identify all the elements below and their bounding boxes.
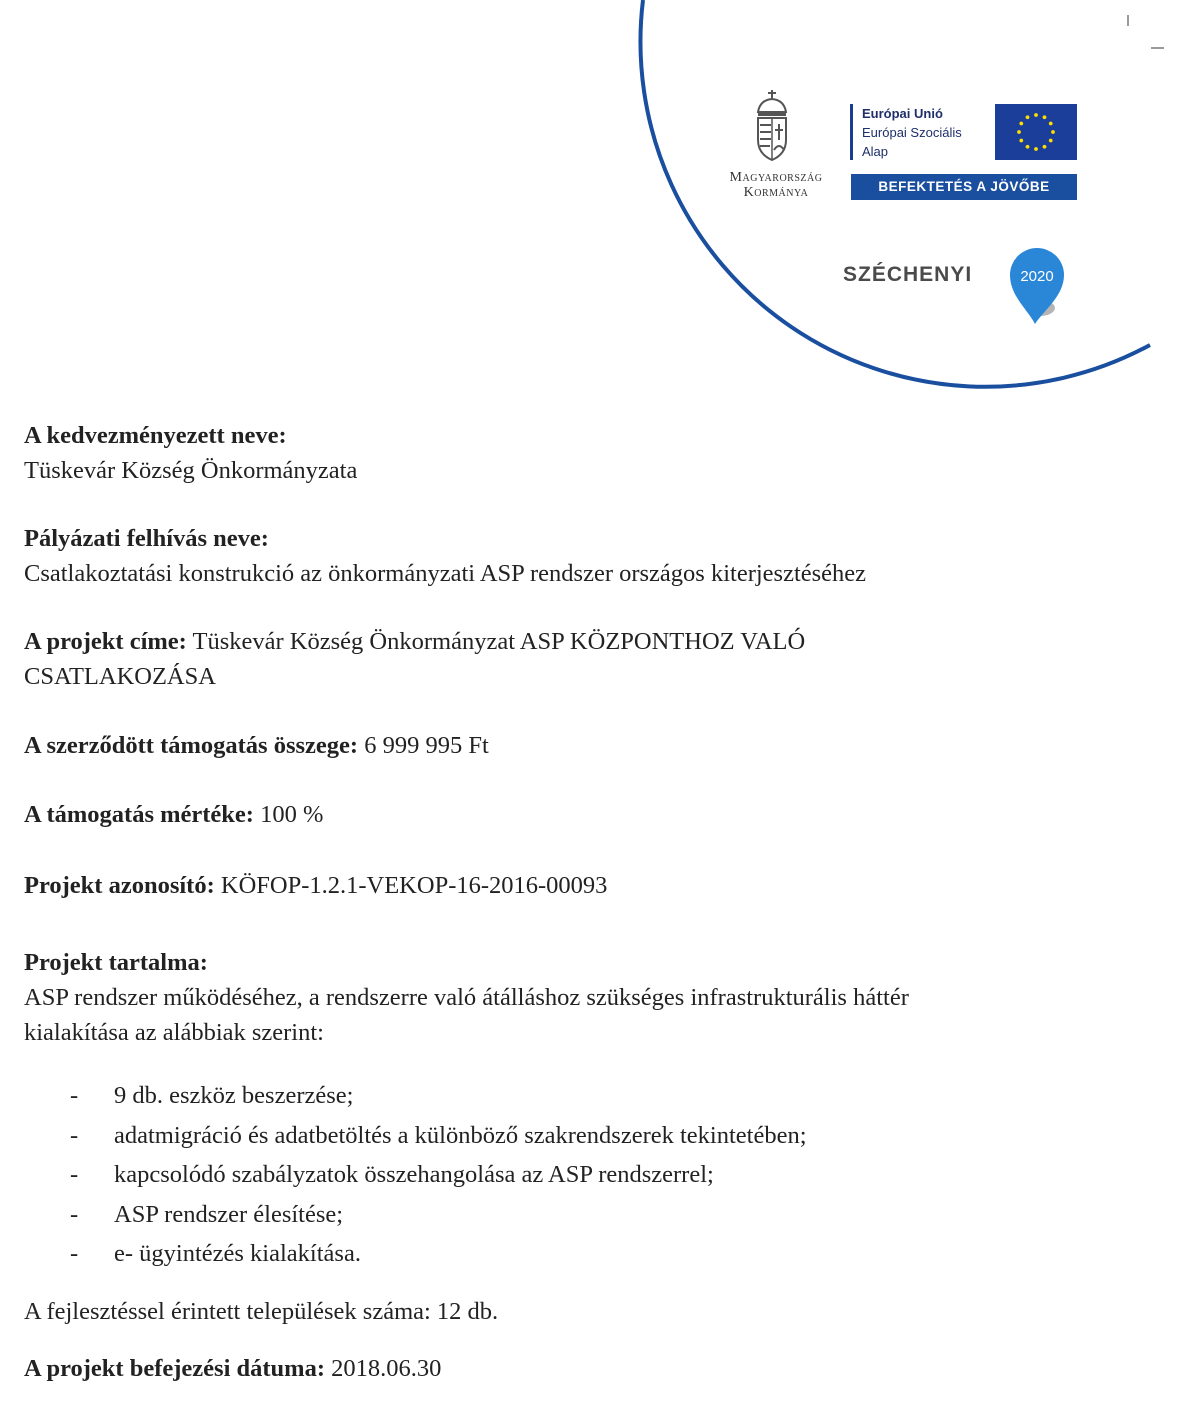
list-item-text: 9 db. eszköz beszerzése; (114, 1082, 354, 1109)
eu-star-icon (1049, 122, 1053, 126)
eu-star-icon (1043, 145, 1047, 149)
szechenyi-logo-text: SZÉCHENYI (843, 263, 973, 286)
list-bullet: - (70, 1240, 79, 1267)
government-name-line2: Kormánya (743, 185, 809, 200)
eu-star-icon (1019, 122, 1023, 126)
corner-mark (1151, 47, 1164, 49)
rate-section (24, 797, 1164, 832)
eu-label-line1: Európai Unió (862, 106, 943, 121)
eu-star-icon (1017, 130, 1021, 134)
list-bullet: - (70, 1161, 79, 1188)
rate-value: 100 % (253, 801, 324, 828)
end-date-value: 2018.06.30 (324, 1355, 442, 1382)
rate-label: A támogatás mértéke: (24, 801, 254, 828)
settlements-text: A fejlesztéssel érintett települések száma: 12 db. (24, 1298, 499, 1325)
eu-star-icon (1051, 130, 1055, 134)
list-item-text: adatmigráció és adatbetöltés a különböző szakrendszerek tekintetében; (114, 1122, 807, 1149)
government-name-line1: Magyarország (729, 170, 823, 185)
project-id-label: Projekt azonosító: (24, 872, 215, 899)
project-content-line1: ASP rendszer működéséhez, a rendszerre való átálláshoz szükséges infrastrukturális háttér (24, 984, 909, 1011)
eu-flag-icon (995, 104, 1077, 160)
eu-fund-label (850, 104, 990, 160)
eu-star-icon (1034, 113, 1038, 117)
project-title-section (24, 624, 1164, 694)
list-item-text: e- ügyintézés kialakítása. (114, 1240, 361, 1267)
amount-section (24, 728, 1164, 763)
corner-mark (1127, 15, 1129, 26)
project-id-section (24, 868, 1164, 903)
amount-label: A szerződött támogatás összege: (24, 732, 359, 759)
eu-star-icon (1026, 115, 1030, 119)
project-title-value-line2: CSATLAKOZÁSA (24, 663, 216, 690)
project-id-value: KÖFOP-1.2.1-VEKOP-16-2016-00093 (214, 872, 608, 899)
beneficiary-label: A kedvezményezett neve: (24, 422, 287, 449)
eu-label-line3: Alap (862, 144, 889, 159)
szechenyi-year: 2020 (1020, 268, 1054, 285)
eu-star-icon (1043, 115, 1047, 119)
amount-value: 6 999 995 Ft (358, 732, 489, 759)
list-bullet: - (70, 1201, 79, 1228)
settlements-section (24, 1294, 1164, 1329)
call-section (24, 521, 1164, 591)
eu-star-icon (1026, 145, 1030, 149)
szechenyi-2020-pin-icon (1006, 244, 1068, 326)
project-title-value: Tüskevár Község Önkormányzat ASP KÖZPONTHOZ VALÓ (186, 628, 806, 655)
end-date-label: A projekt befejezési dátuma: (24, 1355, 325, 1382)
eu-star-icon (1049, 139, 1053, 143)
list-bullet: - (70, 1122, 79, 1149)
end-date-section (24, 1351, 1164, 1386)
hungarian-coat-of-arms-icon (752, 88, 792, 166)
project-content-section (24, 945, 1164, 1050)
list-bullet: - (70, 1082, 79, 1109)
call-value: Csatlakoztatási konstrukció az önkormányzati ASP rendszer országos kiterjesztéséhez (24, 560, 867, 587)
project-content-line2: kialakítása az alábbiak szerint: (24, 1019, 324, 1046)
eu-star-icon (1019, 139, 1023, 143)
list-item-text: ASP rendszer élesítése; (114, 1201, 344, 1228)
project-content-label: Projekt tartalma: (24, 949, 208, 976)
logo-arc-decoration (0, 0, 1193, 400)
list-item-text: kapcsolódó szabályzatok összehangolása az ASP rendszerrel; (114, 1161, 714, 1188)
invest-in-future-banner: BEFEKTETÉS A JÖVŐBE (851, 174, 1077, 200)
eu-label-line2: Európai Szociális (862, 125, 962, 140)
beneficiary-section (24, 418, 1164, 488)
project-title-label: A projekt címe: (24, 628, 187, 655)
beneficiary-value: Tüskevár Község Önkormányzata (24, 457, 358, 484)
call-label: Pályázati felhívás neve: (24, 525, 269, 552)
eu-star-icon (1034, 147, 1038, 151)
